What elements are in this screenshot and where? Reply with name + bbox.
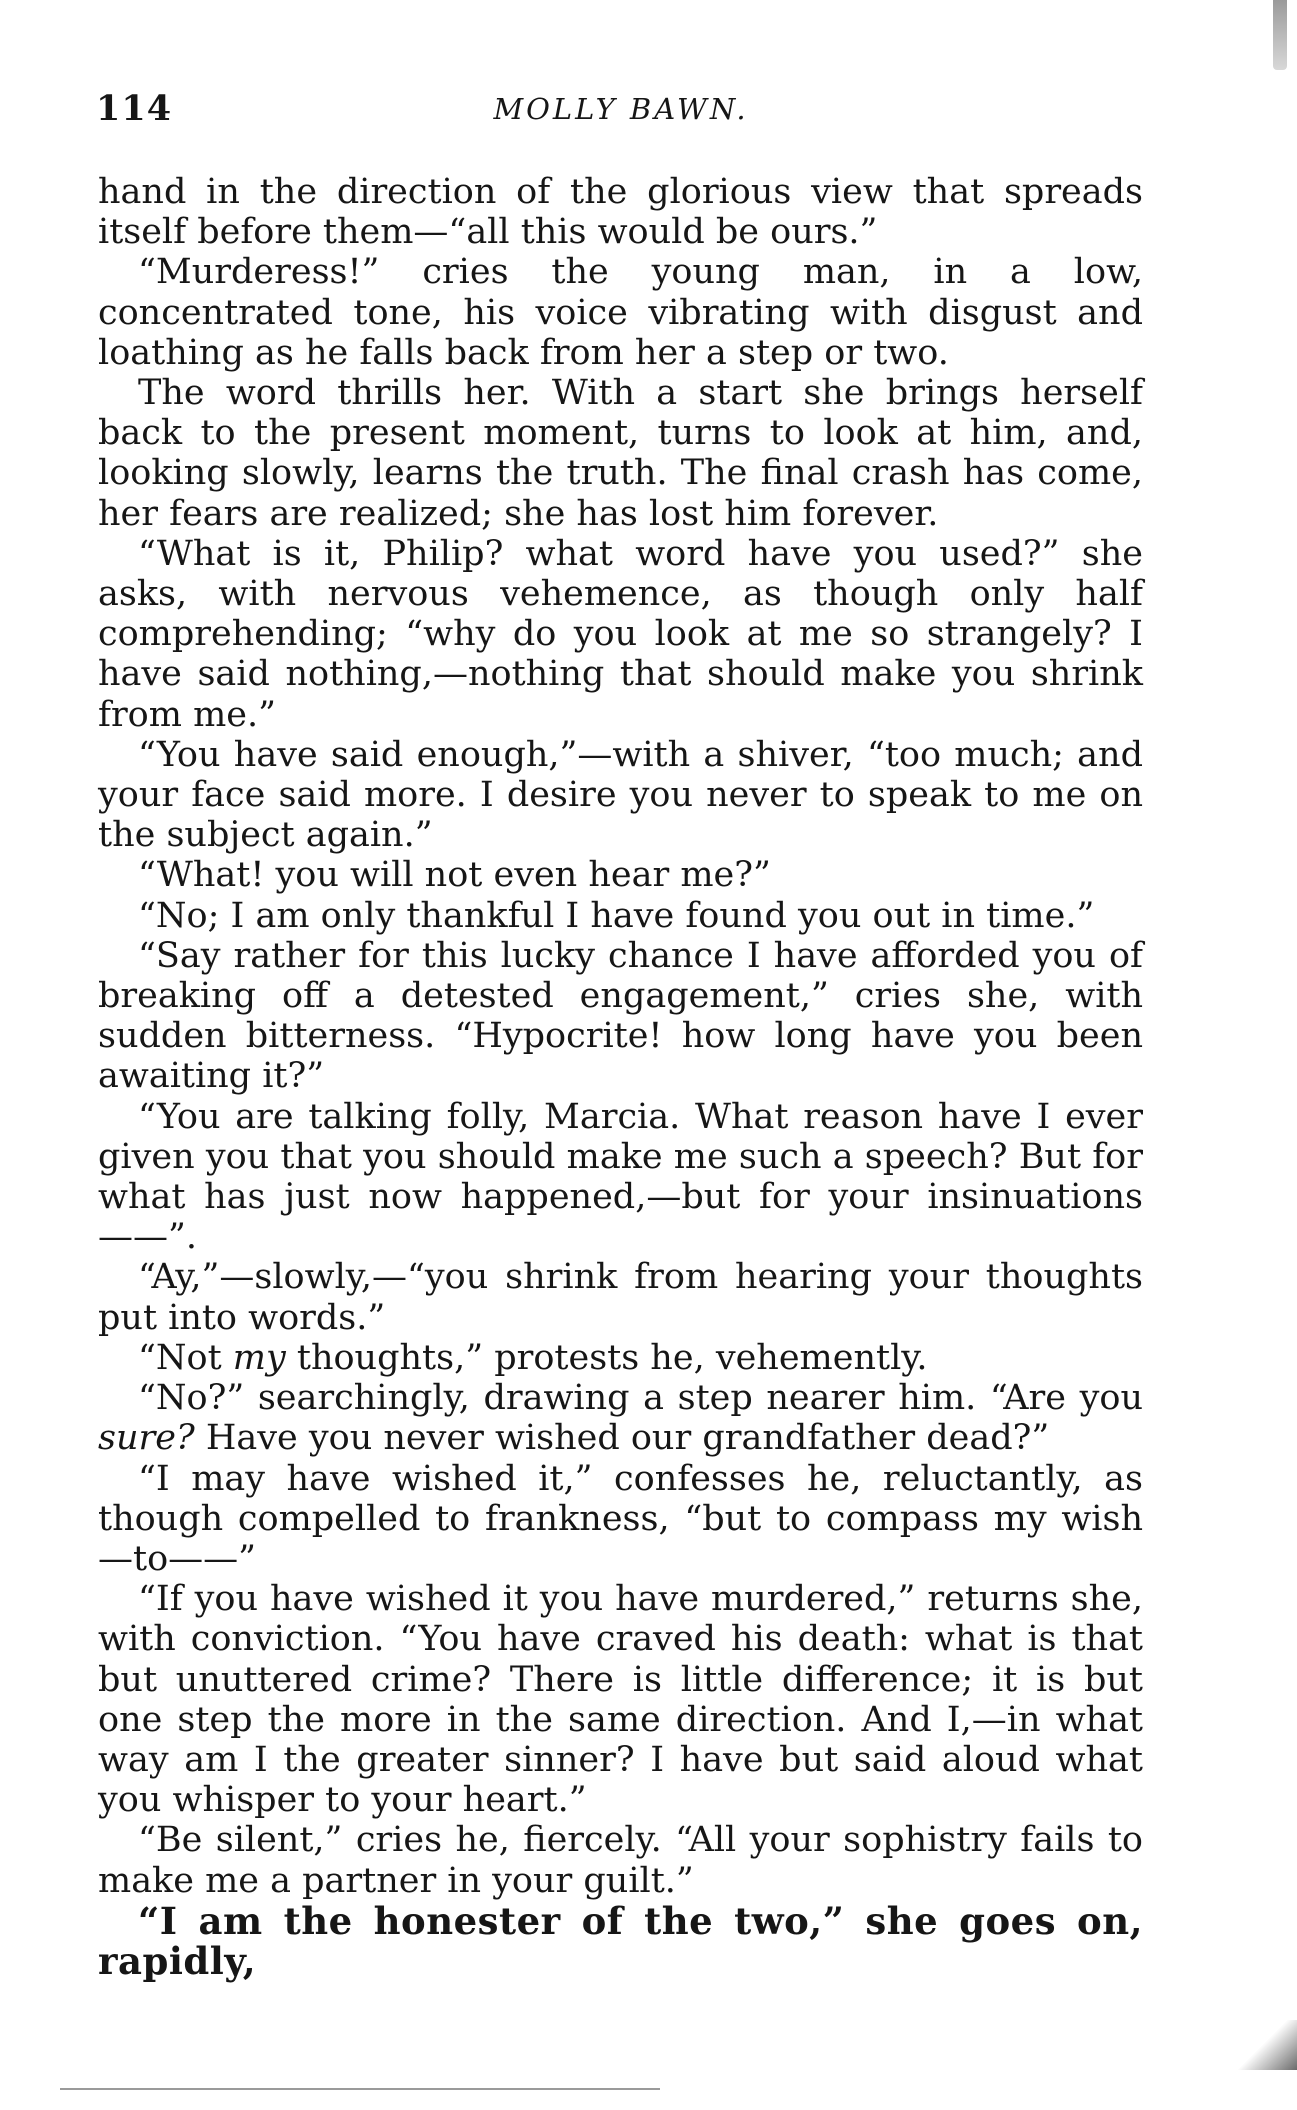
page-edge-mark — [1273, 0, 1287, 70]
running-title: MOLLY BAWN. — [493, 92, 749, 126]
paragraph: “What is it, Philip? what word have you used?” she asks, with nervous vehemence, as though only half comprehending; “why do you look at me so strangely? I have said nothing,—nothing that should make you shrink from me.” — [98, 533, 1143, 735]
paragraph: “Murderess!” cries the young man, in a low, concentrated tone, his voice vibrating with disgust and loathing as he falls back from her a step or two. — [98, 252, 1143, 373]
bottom-rule — [60, 2088, 660, 2090]
paragraph: “You have said enough,”—with a shiver, “too much; and your face said more. I desire you never to speak to me on the subject again.” — [98, 734, 1143, 856]
emphasis-text: my — [232, 1337, 286, 1378]
page-header — [96, 88, 1146, 138]
paragraph: “I am the honester of the two,” she goes on, rapidly, — [98, 1898, 1143, 1983]
paragraph: “Be silent,” cries he, fiercely. “All your sophistry fails to make me a partner in your guilt.” — [98, 1820, 1143, 1901]
paragraph — [98, 1378, 1143, 1458]
paragraph — [98, 1338, 1143, 1378]
paragraph: hand in the direction of the glorious view that spreads itself before them—“all this would be ours.” — [98, 172, 1143, 253]
paragraph: The word thrills her. With a start she brings herself back to the present moment, turns to look at him, and, looking slowly, learns the truth. The final crash has come, her fears are realized; she has lost him forever. — [98, 373, 1143, 534]
paragraph: “You are talking folly, Marcia. What reason have I ever given you that you should make me such a speech? But for what has just now happened,—but for your insinuations——”. — [98, 1096, 1143, 1258]
page-corner-shadow — [1227, 2020, 1297, 2070]
paragraph: “I may have wished it,” confesses he, reluctantly, as though compelled to frankness, “but to compass my wish —to——” — [98, 1458, 1143, 1579]
paragraph: “Ay,”—slowly,—“you shrink from hearing your thoughts put into words.” — [98, 1257, 1143, 1338]
paragraph: “What! you will not even hear me?” — [138, 855, 771, 896]
paragraph: “If you have wished it you have murdered,” returns she, with conviction. “You have craved his death: what is that but unuttered crime? There is little difference; it is but one step the more in the same direction. And I,—in what way am I the greater sinner? I have but said aloud what you whisper to your heart.” — [98, 1579, 1143, 1821]
paragraph-text: Have you never wished our grandfather dead?” — [194, 1418, 1050, 1459]
page-number: 114 — [96, 88, 173, 129]
emphasis-text: sure? — [98, 1418, 195, 1459]
paragraph: “No; I am only thankful I have found you out in time.” — [138, 895, 1095, 936]
body-text — [98, 172, 1143, 1981]
paragraph: “Say rather for this lucky chance I have afforded you of breaking off a detested engagement,” cries she, with sudden bitterness. “Hypocrite! how long have you been awaiting it?” — [98, 935, 1143, 1097]
paragraph-text: thoughts,” protests he, vehemently. — [285, 1337, 928, 1378]
paragraph-text: “Not — [138, 1337, 233, 1378]
paragraph-text: “No?” searchingly, drawing a step nearer him. “Are you — [138, 1378, 1143, 1419]
